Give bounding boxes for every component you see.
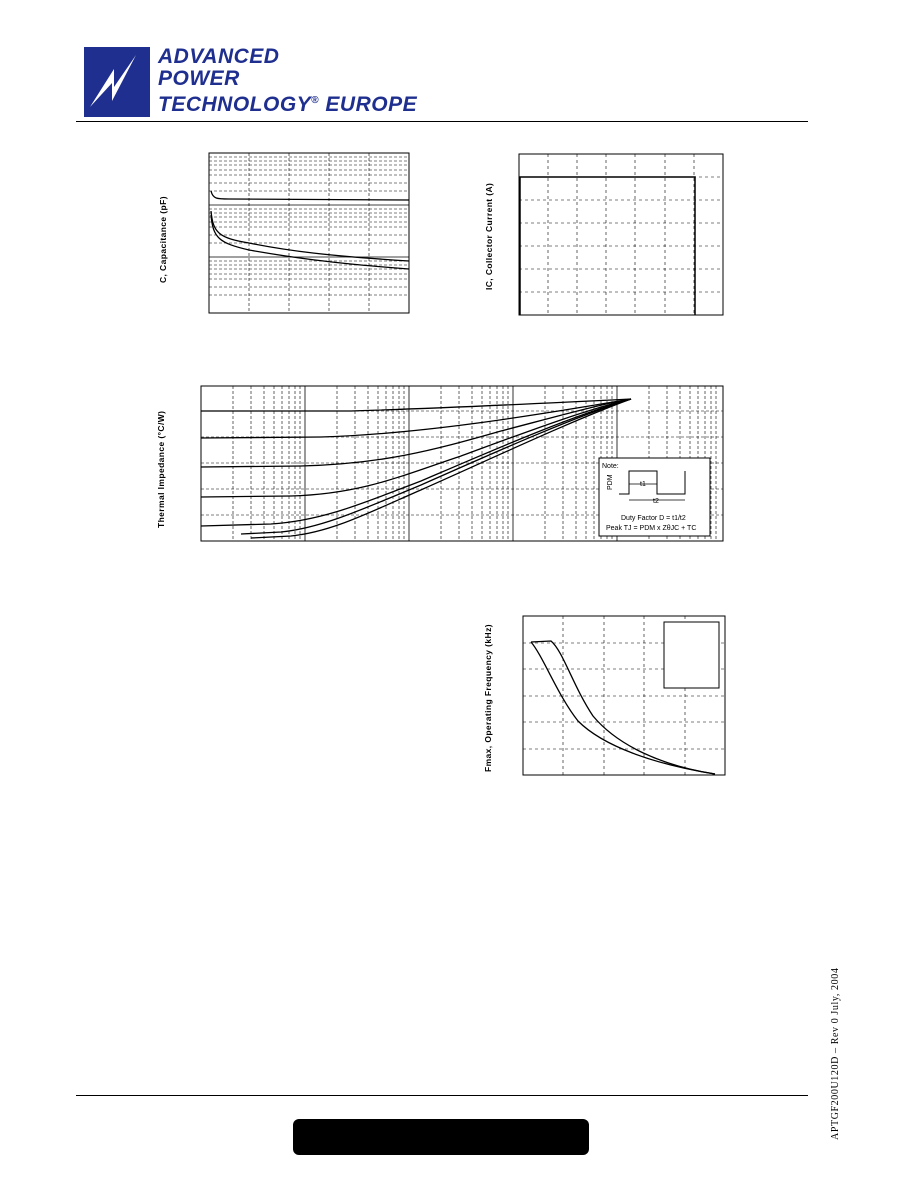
collector-current-chart — [519, 154, 723, 315]
capacitance-series-1 — [211, 191, 409, 200]
logo-line-3a: TECHNOLOGY — [158, 93, 312, 116]
capacitance-grid — [209, 153, 409, 313]
footer-rule — [76, 1095, 808, 1096]
collector-current-rbsoa-boundary — [520, 177, 695, 315]
capacitance-series-2 — [211, 211, 409, 261]
company-logo-icon — [84, 47, 150, 117]
collector-current-ylabel: IC, Collector Current (A) — [484, 182, 494, 290]
note-t2: t2 — [653, 498, 659, 505]
document-id: APTGF200U120D – Rev 0 July, 2004 — [830, 967, 841, 1140]
frequency-legend-box — [664, 622, 719, 688]
capacitance-ylabel: C, Capacitance (pF) — [158, 196, 168, 283]
thermal-note-box — [599, 458, 710, 536]
capacitance-chart — [209, 153, 409, 313]
thermal-impedance-chart — [201, 386, 723, 541]
footer-website-bar — [293, 1119, 589, 1155]
header-rule — [76, 121, 808, 122]
logo-line-1: ADVANCED — [158, 45, 280, 68]
note-title: Note: — [602, 463, 619, 470]
frequency-chart — [523, 616, 725, 775]
company-logo-text — [158, 46, 417, 116]
logo-line-2: POWER — [158, 67, 240, 90]
note-duty-factor: Duty Factor D = t1/t2 — [621, 515, 686, 522]
note-peak-tj: Peak TJ = PDM x ZθJC + TC — [606, 525, 697, 532]
logo-registered: ® — [311, 95, 320, 106]
note-pdm: PDM — [607, 474, 614, 490]
thermal-impedance-ylabel: Thermal Impedance (°C/W) — [156, 410, 166, 528]
note-t1: t1 — [640, 481, 646, 488]
logo-line-3b: EUROPE — [325, 93, 418, 116]
frequency-ylabel: Fmax, Operating Frequency (kHz) — [483, 624, 493, 772]
